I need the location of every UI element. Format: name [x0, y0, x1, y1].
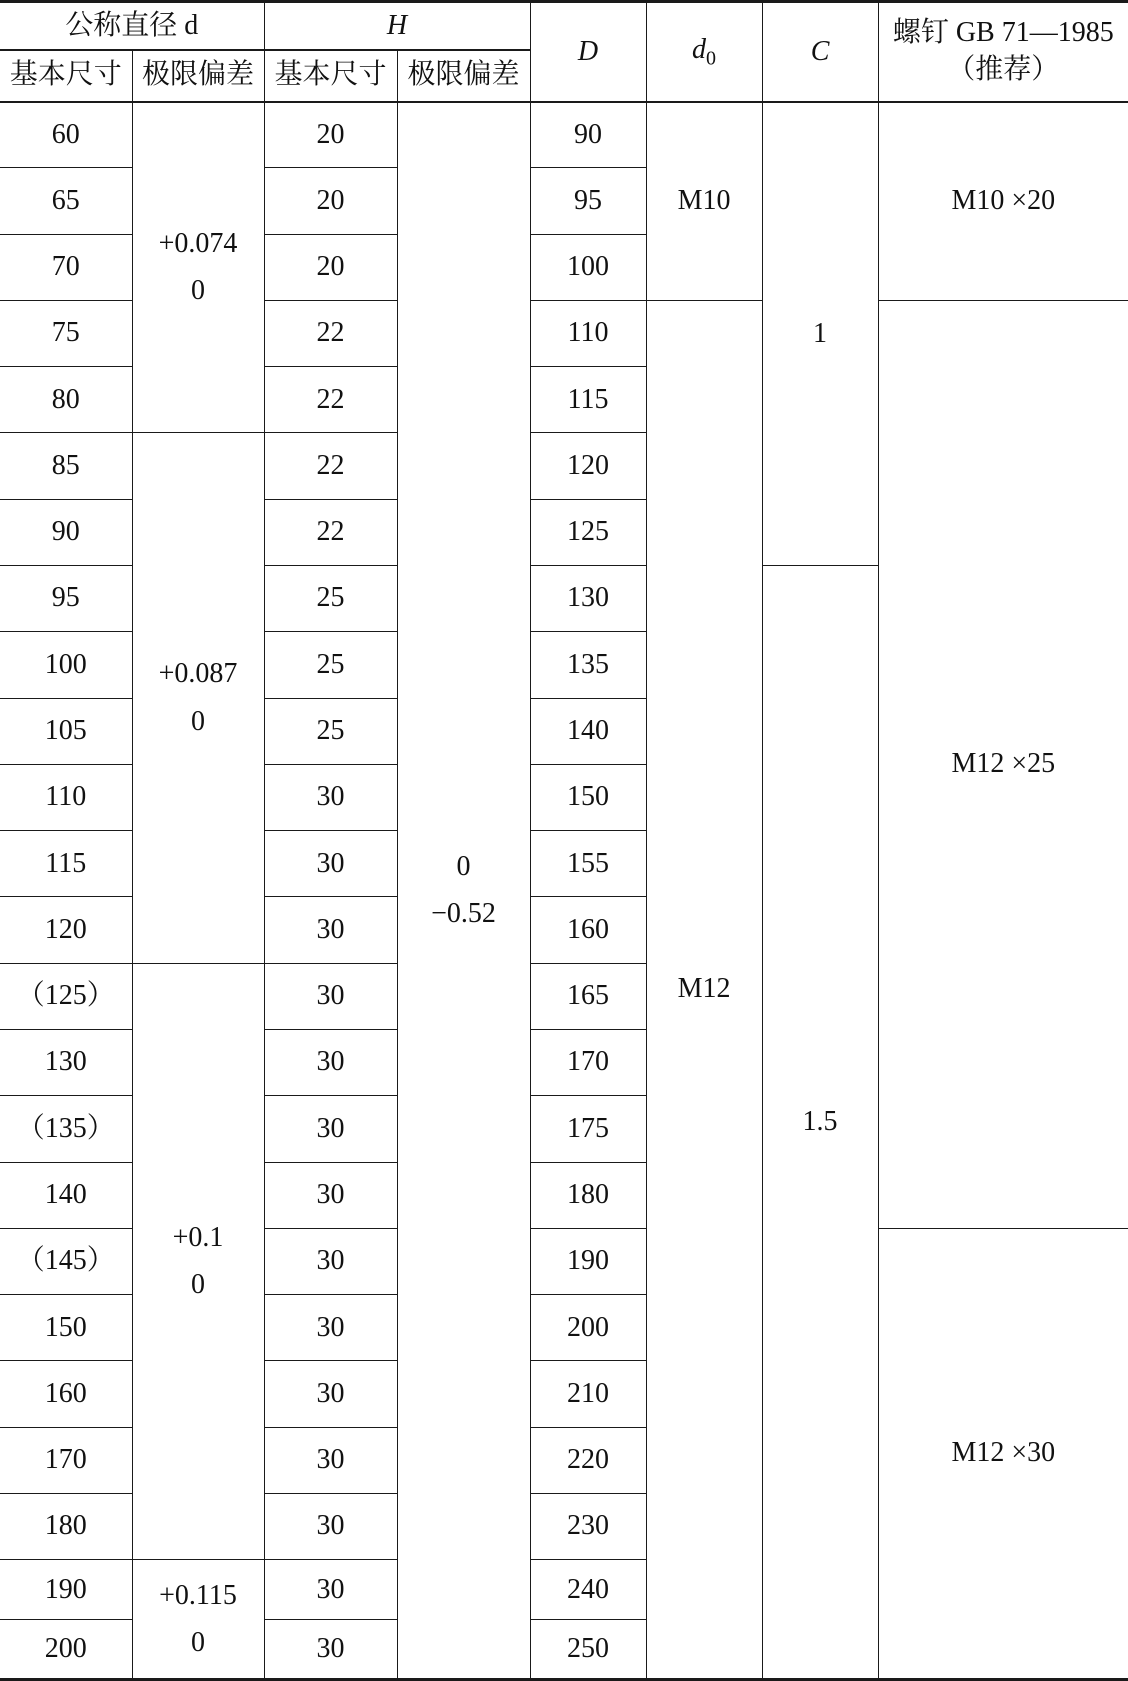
cell-d: 65: [0, 168, 132, 234]
cell-D: 160: [530, 897, 646, 963]
cell-H: 30: [264, 897, 397, 963]
cell-H: 30: [264, 1493, 397, 1559]
screw-value-m10x20: M10 ×20: [878, 102, 1128, 301]
header-d0: $d_0$: [646, 2, 762, 102]
cell-d: 95: [0, 565, 132, 631]
cell-H: 22: [264, 433, 397, 499]
header-C: C: [762, 2, 878, 102]
cell-d: 115: [0, 831, 132, 897]
cell-D: 125: [530, 499, 646, 565]
header-screw-line1: 螺钉 GB 71—1985: [892, 17, 1114, 49]
cell-D: 210: [530, 1361, 646, 1427]
d-tolerance-2: +0.087 0: [132, 433, 264, 963]
cell-d: 180: [0, 1493, 132, 1559]
cell-H: 22: [264, 499, 397, 565]
d-tolerance-4: +0.115 0: [132, 1560, 264, 1680]
cell-H: 30: [264, 1560, 397, 1620]
cell-D: 90: [530, 102, 646, 168]
cell-H: 20: [264, 102, 397, 168]
cell-H: 30: [264, 764, 397, 830]
cell-d: （125）: [0, 963, 132, 1029]
cell-D: 135: [530, 632, 646, 698]
cell-d: 70: [0, 234, 132, 300]
d0-value-m12: M12: [646, 300, 762, 1679]
cell-d: （135）: [0, 1096, 132, 1162]
cell-H: 30: [264, 1620, 397, 1680]
header-H: H: [264, 2, 530, 50]
cell-D: 230: [530, 1493, 646, 1559]
cell-d: 200: [0, 1620, 132, 1680]
cell-d: 110: [0, 764, 132, 830]
cell-H: 30: [264, 1096, 397, 1162]
cell-H: 30: [264, 1427, 397, 1493]
cell-d: 90: [0, 499, 132, 565]
d-tolerance-1: +0.074 0: [132, 102, 264, 433]
cell-H: 25: [264, 632, 397, 698]
cell-d: 140: [0, 1162, 132, 1228]
cell-D: 200: [530, 1295, 646, 1361]
cell-D: 165: [530, 963, 646, 1029]
header-H-limit-deviation: 极限偏差: [397, 50, 530, 102]
cell-H: 25: [264, 565, 397, 631]
cell-D: 240: [530, 1560, 646, 1620]
cell-D: 250: [530, 1620, 646, 1680]
cell-H: 20: [264, 168, 397, 234]
cell-H: 30: [264, 1029, 397, 1095]
cell-d: 170: [0, 1427, 132, 1493]
cell-d: 100: [0, 632, 132, 698]
cell-d: 85: [0, 433, 132, 499]
cell-d: （145）: [0, 1228, 132, 1294]
cell-H: 30: [264, 831, 397, 897]
cell-D: 180: [530, 1162, 646, 1228]
cell-d: 160: [0, 1361, 132, 1427]
cell-D: 140: [530, 698, 646, 764]
header-d-basic-size: 基本尺寸: [0, 50, 132, 102]
cell-H: 20: [264, 234, 397, 300]
cell-H: 30: [264, 1228, 397, 1294]
cell-D: 95: [530, 168, 646, 234]
cell-D: 130: [530, 565, 646, 631]
header-d-limit-deviation: 极限偏差: [132, 50, 264, 102]
cell-d: 105: [0, 698, 132, 764]
C-value-1-5: 1.5: [762, 565, 878, 1679]
cell-H: 22: [264, 367, 397, 433]
cell-D: 100: [530, 234, 646, 300]
cell-H: 30: [264, 1295, 397, 1361]
cell-d: 130: [0, 1029, 132, 1095]
header-H-basic-size: 基本尺寸: [264, 50, 397, 102]
cell-D: 155: [530, 831, 646, 897]
cell-H: 25: [264, 698, 397, 764]
cell-H: 22: [264, 300, 397, 366]
cell-D: 170: [530, 1029, 646, 1095]
screw-value-m12x30: M12 ×30: [878, 1228, 1128, 1679]
header-D: D: [530, 2, 646, 102]
cell-d: 190: [0, 1560, 132, 1620]
d-tolerance-3: +0.1 0: [132, 963, 264, 1560]
d0-value-m10: M10: [646, 102, 762, 301]
cell-d: 75: [0, 300, 132, 366]
cell-d: 80: [0, 367, 132, 433]
screw-value-m12x25: M12 ×25: [878, 300, 1128, 1228]
cell-D: 150: [530, 764, 646, 830]
cell-D: 110: [530, 300, 646, 366]
cell-d: 120: [0, 897, 132, 963]
cell-D: 175: [530, 1096, 646, 1162]
header-screw: [878, 2, 1128, 102]
cell-D: 120: [530, 433, 646, 499]
cell-H: 30: [264, 1361, 397, 1427]
cell-d: 150: [0, 1295, 132, 1361]
cell-H: 30: [264, 963, 397, 1029]
cell-H: 30: [264, 1162, 397, 1228]
C-value-1: 1: [762, 102, 878, 566]
H-tolerance: 0 −0.52: [397, 102, 530, 1680]
header-screw-line2: （推荐）: [947, 53, 1060, 85]
header-nominal-diameter: 公称直径 d: [0, 2, 264, 50]
cell-D: 220: [530, 1427, 646, 1493]
cell-d: 60: [0, 102, 132, 168]
cell-D: 190: [530, 1228, 646, 1294]
cell-D: 115: [530, 367, 646, 433]
